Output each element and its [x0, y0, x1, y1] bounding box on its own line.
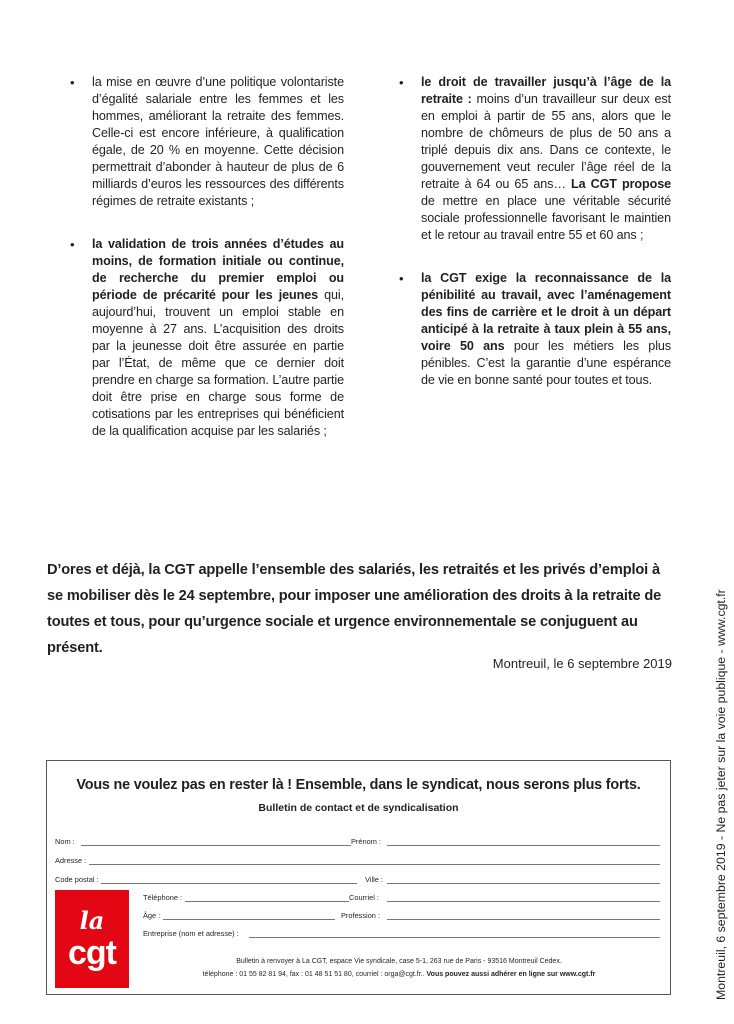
- form-footer-address: Bulletin à renvoyer à La CGT, espace Vie syndicale, case 5-1, 263 rue de Paris - 93516 Montreuil Cedex.: [236, 958, 562, 965]
- courriel-label: Courriel :: [349, 893, 379, 902]
- side-note-text: Montreuil, 6 septembre 2019 - Ne pas jeter sur la voie publique - www.cgt.fr: [714, 589, 728, 1000]
- ville-label: Ville :: [365, 875, 383, 884]
- membership-form: [46, 760, 671, 995]
- bullet-dot: •: [399, 271, 404, 286]
- ville-field[interactable]: [387, 883, 660, 884]
- bullet-text-bold: le droit de travailler jusqu’à l’âge de la retraite :: [421, 75, 671, 106]
- bullet-text-bold: la CGT exige la reconnaissance de la pénibilité au travail, avec l’aménagement des fins de carrière et le droit à un départ anticipé à la retraite à taux plein à 55 ans, voire 50 ans: [421, 271, 671, 353]
- bullet-item: [68, 236, 344, 440]
- form-subtitle: Bulletin de contact et de syndicalisation: [258, 802, 459, 814]
- call-to-action: D’ores et déjà, la CGT appelle l’ensemble des salariés, les retraités et les privés d’emploi à se mobiliser dès le 24 septembre, pour imposer une amélioration des droits à la retraite de toutes et tous, pour qu’urgence sociale et urgence environnementale se conjuguent au présent.: [47, 561, 662, 656]
- form-footer-phone: téléphone : 01 55 82 81 94, fax : 01 48 51 51 80, courriel : orga@cgt.fr..: [202, 971, 427, 978]
- bullet-item: [397, 270, 671, 389]
- telephone-field[interactable]: [185, 901, 349, 902]
- entreprise-label: Entreprise (nom et adresse) :: [143, 929, 239, 938]
- entreprise-field[interactable]: [249, 937, 660, 938]
- bullet-text: la mise en œuvre d’une politique volontariste d’égalité salariale entre les femmes et les hommes, améliorant la retraite des femmes. Celle-ci est encore inférieure, à qualification égale, de 20 % en moyenne. Cette décision permettrait d’abonder à hauteur de plus de 6 milliards d’euros les ressources des différents régimes de retraite existants ;: [92, 75, 344, 208]
- prenom-label: Prénom :: [351, 837, 381, 846]
- bullet-text: de mettre en place une véritable sécurité sociale professionnelle favorisant le maintien et le retour au travail entre 55 et 60 ans ;: [421, 194, 671, 242]
- bullet-text-bold: la validation de trois années d’études au moins, de formation initiale ou continue, de recherche du premier emploi ou période de précarité pour les jeunes: [92, 237, 344, 302]
- telephone-label: Téléphone :: [143, 893, 183, 902]
- bullet-item: [68, 74, 344, 210]
- bullet-text: moins d’un travailleur sur deux est en emploi à partir de 55 ans, alors que le nombre de chômeurs de plus de 50 ans a triplé depuis dix ans. Dans ce contexte, le gouvernement veut reculer l’âge réel de la retraite à 64 ou 65 ans…: [421, 92, 671, 191]
- adresse-label: Adresse :: [55, 856, 87, 865]
- left-column: [68, 74, 344, 466]
- age-field[interactable]: [163, 919, 335, 920]
- nom-label: Nom :: [55, 837, 75, 846]
- bullet-text-bold: La CGT propose: [570, 177, 671, 191]
- cgt-logo: [55, 890, 129, 988]
- code-postal-label: Code postal :: [55, 875, 99, 884]
- profession-label: Profession :: [341, 911, 381, 920]
- form-title: Vous ne voulez pas en rester là ! Ensemble, dans le syndicat, nous serons plus forts.: [76, 777, 641, 793]
- bullet-text: pour les métiers les plus pénibles. C’est la garantie d’une espérance de vie en bonne santé pour toutes et tous.: [421, 339, 671, 387]
- courriel-field[interactable]: [387, 901, 660, 902]
- form-footer-contact: [149, 971, 649, 978]
- bullet-text: qui, aujourd’hui, trouvent un emploi stable en moyenne à 27 ans. L’acquisition des droits par la jeunesse doit être assurée en partie par l’État, de même que ce dernier doit prendre en charge sa formation. L’autre partie doit être prise en charge sous forme de cotisations par les entreprises qui bénéficient de la qualification acquise par les salariés ;: [92, 288, 344, 438]
- form-footer-online-link[interactable]: Vous pouvez aussi adhérer en ligne sur www.cgt.fr: [426, 971, 596, 978]
- dateline: Montreuil, le 6 septembre 2019: [492, 656, 672, 671]
- right-column: [397, 74, 671, 415]
- nom-field[interactable]: [81, 845, 351, 846]
- bullet-dot: •: [399, 75, 404, 90]
- bullet-dot: •: [70, 75, 75, 90]
- age-label: Âge :: [143, 911, 161, 920]
- adresse-field[interactable]: [89, 864, 660, 865]
- bullet-dot: •: [70, 237, 75, 252]
- code-postal-field[interactable]: [101, 883, 357, 884]
- bullet-item: [397, 74, 671, 244]
- profession-field[interactable]: [387, 919, 660, 920]
- logo-cgt: cgt: [68, 934, 116, 972]
- logo-la: la: [79, 906, 105, 935]
- prenom-field[interactable]: [387, 845, 660, 846]
